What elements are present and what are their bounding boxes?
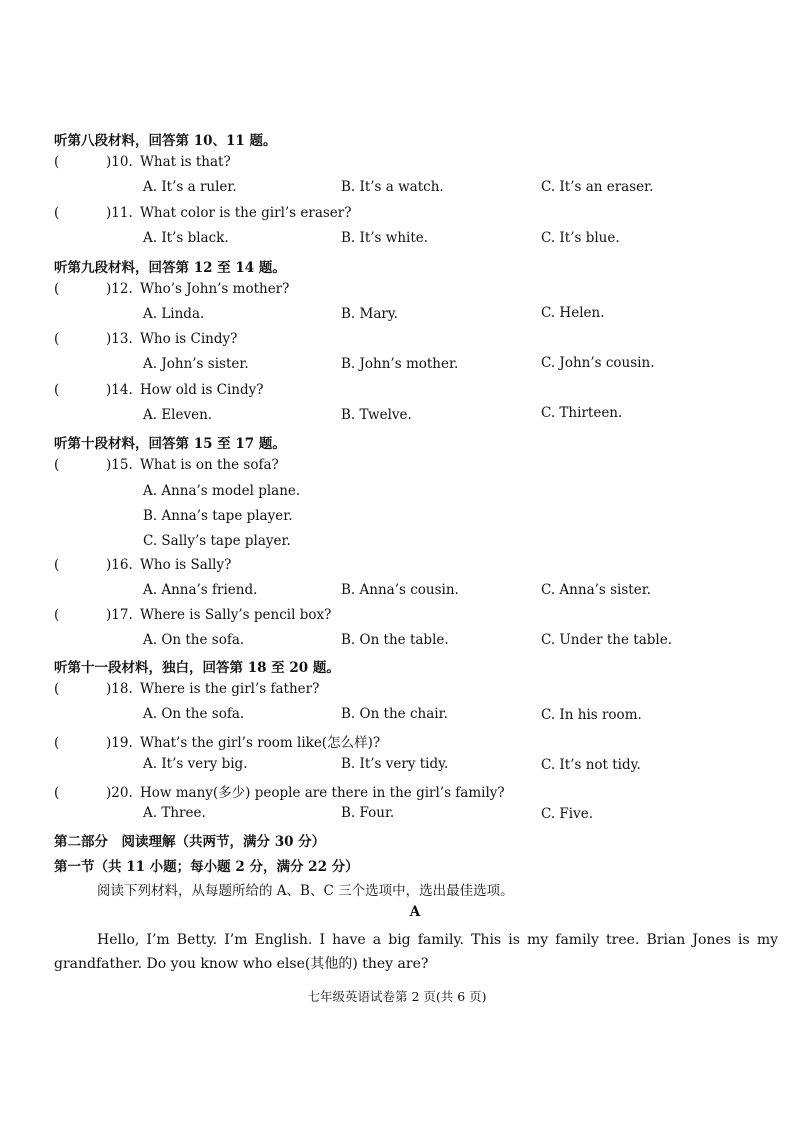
passage-label: A [409,904,421,920]
answer-blank: ( [54,281,60,297]
section-heading-9: 听第九段材料，回答第 12 至 14 题。 [54,260,286,276]
option-a: A. It’s very big. [143,756,248,772]
question-number: )18. [106,681,133,697]
option-c: C. In his room. [541,707,642,723]
question-text: How many(多少) people are there in the girl’s family? [140,785,505,801]
question-number: )11. [106,205,133,221]
question-18 [54,681,319,697]
option-b: B. Anna’s cousin. [341,582,459,598]
question-number: )17. [106,607,133,623]
question-number: )16. [106,557,133,573]
question-number: )19. [106,735,133,751]
question-number: )14. [106,382,133,398]
option-b: B. On the table. [341,632,449,648]
option-a: A. Linda. [143,306,205,322]
option-b: B. It’s white. [341,230,429,246]
option-c: C. Five. [541,806,594,822]
option-a: A. John’s sister. [143,356,249,372]
question-text: What color is the girl’s eraser? [140,205,352,221]
option-c: C. Anna’s sister. [541,582,651,598]
question-text: How old is Cindy? [140,382,264,398]
question-10 [54,154,231,170]
option-a: A. Anna’s friend. [143,582,258,598]
page-footer: 七年级英语试卷第 2 页(共 6 页) [307,989,487,1004]
option-a: A. It’s a ruler. [143,179,237,195]
option-a: A. Three. [143,805,206,821]
section-heading-8: 听第八段材料，回答第 10、11 题。 [54,133,277,149]
option-c: C. It’s blue. [541,230,620,246]
question-15 [54,457,279,473]
option-a: A. Eleven. [143,407,213,423]
option-b: B. Anna’s tape player. [143,508,293,524]
option-b: B. John’s mother. [341,356,459,372]
question-16 [54,557,231,573]
option-a: A. On the sofa. [143,632,245,648]
question-text: What is on the sofa? [140,457,279,473]
question-number: )13. [106,331,133,347]
question-12 [54,281,289,297]
question-14 [54,382,264,398]
question-number: )10. [106,154,133,170]
question-19 [54,731,380,751]
question-13 [54,331,237,347]
option-c: C. It’s not tidy. [541,757,641,773]
option-b: B. It’s very tidy. [341,756,449,772]
option-c: C. John’s cousin. [541,355,655,371]
question-text: What is that? [140,154,231,170]
answer-blank: ( [54,735,60,751]
question-number: )20. [106,785,133,801]
question-text: Who is Cindy? [140,331,238,347]
option-c: C. Helen. [541,305,605,321]
question-text: Who is Sally? [140,557,232,573]
answer-blank: ( [54,382,60,398]
option-a: A. Anna’s model plane. [143,483,301,499]
question-20 [54,781,505,801]
question-text: Who’s John’s mother? [140,281,290,297]
answer-blank: ( [54,607,60,623]
question-text: Where is Sally’s pencil box? [140,607,332,623]
section-heading-10: 听第十段材料，回答第 15 至 17 题。 [54,436,286,452]
section-one-heading: 第一节（共 11 小题；每小题 2 分，满分 22 分） [54,859,359,875]
answer-blank: ( [54,331,60,347]
option-a: A. On the sofa. [143,706,245,722]
answer-blank: ( [54,557,60,573]
answer-blank: ( [54,205,60,221]
answer-blank: ( [54,457,60,473]
option-b: B. It’s a watch. [341,179,444,195]
option-a: A. It’s black. [143,230,229,246]
option-c: C. It’s an eraser. [541,179,654,195]
option-b: B. Twelve. [341,407,412,423]
answer-blank: ( [54,154,60,170]
question-number: )15. [106,457,133,473]
question-17 [54,607,331,623]
option-c: C. Thirteen. [541,405,623,421]
option-b: B. On the chair. [341,706,448,722]
section-heading-11: 听第十一段材料，独白，回答第 18 至 20 题。 [54,660,340,676]
option-c: C. Sally’s tape player. [143,533,291,549]
question-11 [54,205,352,221]
question-number: )12. [106,281,133,297]
option-b: B. Four. [341,805,395,821]
part-two-heading: 第二部分 阅读理解（共两节，满分 30 分） [54,834,326,850]
answer-blank: ( [54,785,60,801]
question-text: Where is the girl’s father? [140,681,320,697]
passage-text: Hello, I’m Betty. I’m English. I have a big family. This is my family tree. Brian Jones is my grandfather. Do you know who else(其他的) they are? [54,932,778,972]
answer-blank: ( [54,681,60,697]
reading-instruction: 阅读下列材料，从每题所给的 A、B、C 三个选项中，选出最佳选项。 [97,883,514,899]
option-b: B. Mary. [341,306,398,322]
option-c: C. Under the table. [541,632,672,648]
question-text: What’s the girl’s room like(怎么样)? [140,735,381,751]
